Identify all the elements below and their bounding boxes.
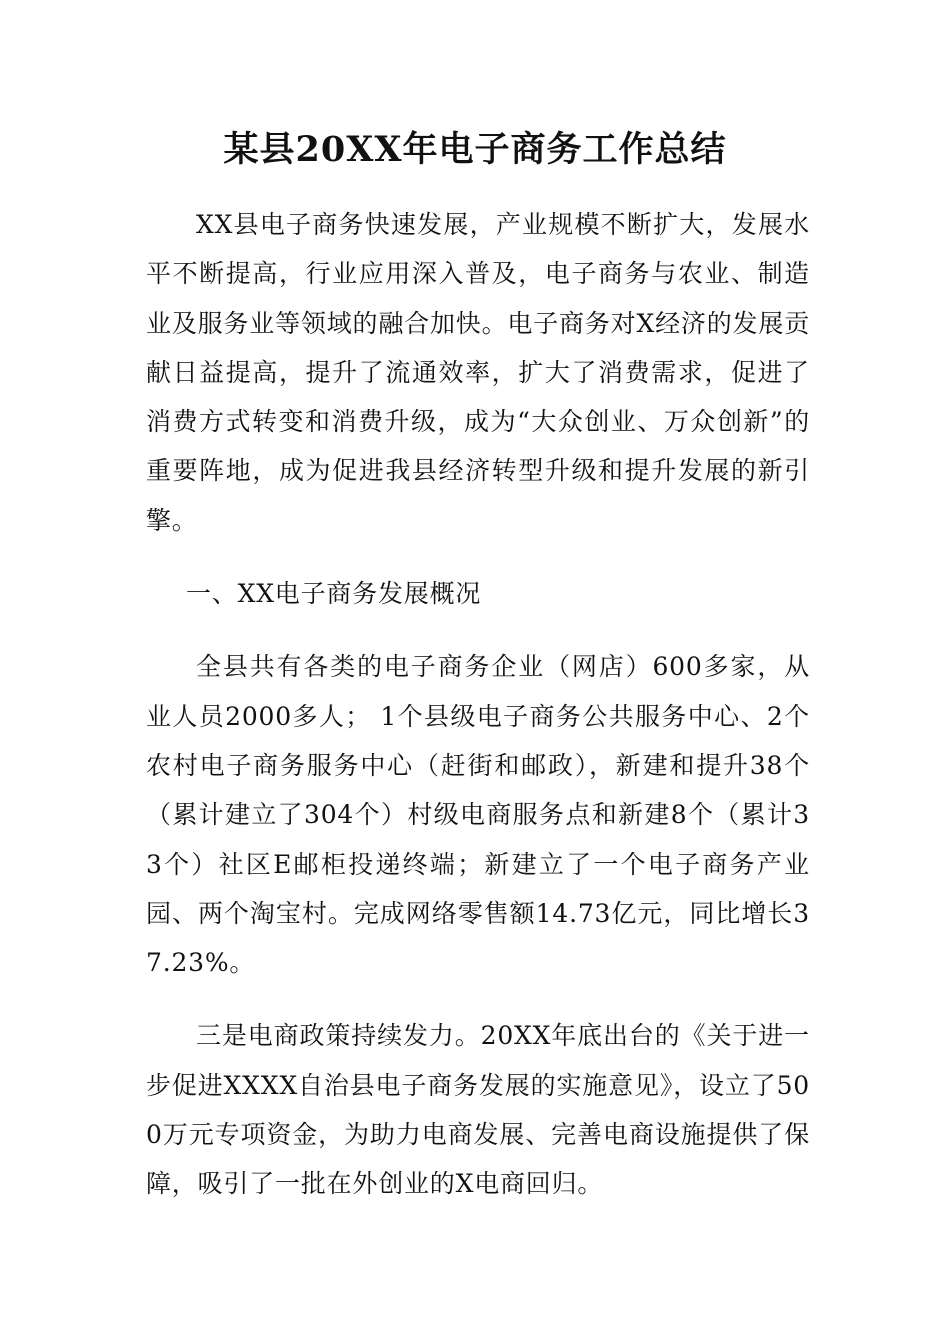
document-body xyxy=(146,200,810,1209)
overview-paragraph: 全县共有各类的电子商务企业（网店）600多家，从业人员2000多人； 1个县级电子商务公共服务中心、2个农村电子商务服务中心（赶街和邮政），新建和提升38个（累计建立了304个）村级电商服务点和新建8个（累计33个）社区E邮柜投递终端；新建立了一个电子商务产业园、两个淘宝村。完成网络零售额14.73亿元，同比增长37.23%。 xyxy=(146,652,810,978)
section-heading: 一、XX电子商务发展概况 xyxy=(186,579,482,609)
intro-paragraph: XX县电子商务快速发展，产业规模不断扩大，发展水平不断提高，行业应用深入普及，电子商务与农业、制造业及服务业等领域的融合加快。电子商务对X经济的发展贡献日益提高，提升了流通效率，扩大了消费需求，促进了消费方式转变和消费升级，成为“大众创业、万众创新”的重要阵地，成为促进我县经济转型升级和提升发展的新引擎。 xyxy=(146,210,810,535)
policy-paragraph: 三是电商政策持续发力。20XX年底出台的《关于进一步促进XXXX自治县电子商务发展的实施意见》，设立了500万元专项资金，为助力电商发展、完善电商设施提供了保障，吸引了一批在外创业的X电商回归。 xyxy=(146,1021,810,1199)
document-title: 某县20XX年电子商务工作总结 xyxy=(223,129,727,170)
